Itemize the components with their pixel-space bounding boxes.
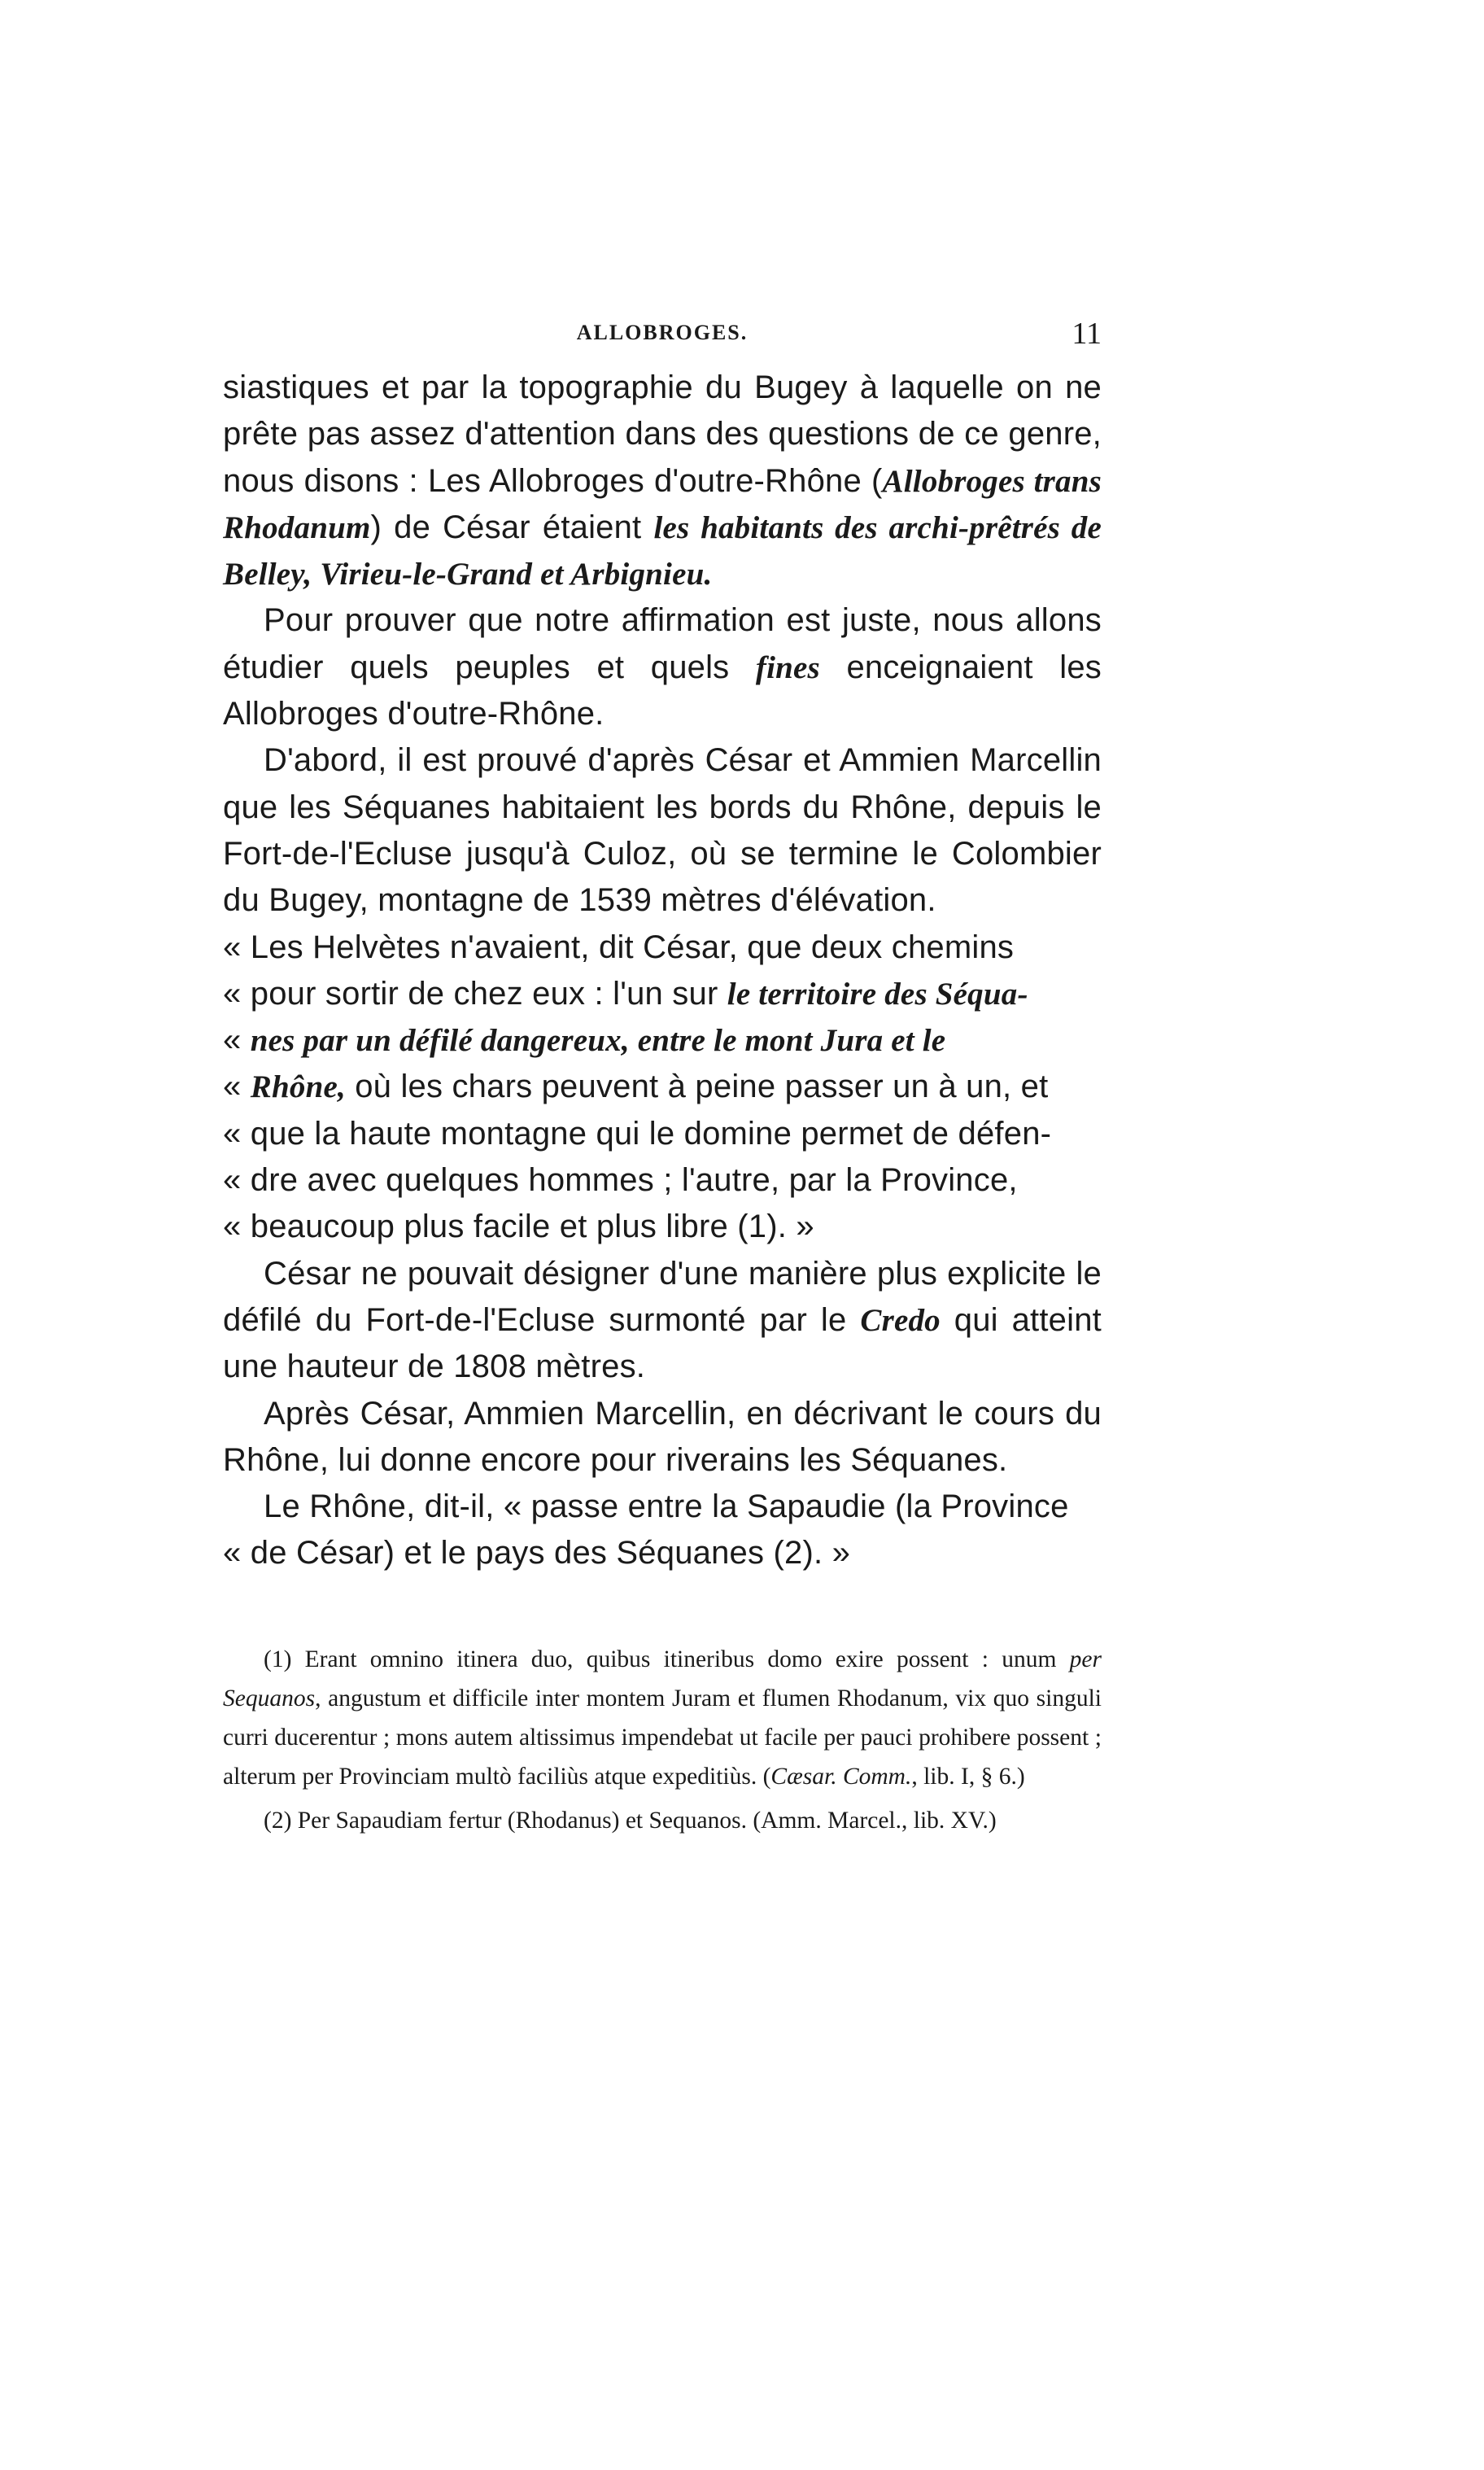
quote-line-7: « beaucoup plus facile et plus libre (1). » bbox=[223, 1209, 814, 1245]
quote-line-4 bbox=[223, 1064, 1102, 1110]
quote-line-3 bbox=[223, 1017, 1102, 1064]
quote-line-1: « Les Helvètes n'avaient, dit César, que deux chemins bbox=[223, 929, 1015, 965]
paragraph-2-text-a: Pour prouver que notre affirmation est juste, nous allons étudier quels peuples et quels bbox=[223, 602, 1102, 685]
running-head bbox=[223, 317, 1102, 353]
footnote-1-text-a: (1) Erant omnino itinera duo, quibus itineribus domo exire possent : unum bbox=[264, 1646, 1070, 1672]
paragraph-4 bbox=[223, 1251, 1102, 1391]
quote-line-3-text: « bbox=[223, 1022, 251, 1059]
paragraph-1-text-b: ) de César étaient bbox=[370, 509, 654, 545]
paragraph-3: D'abord, il est prouvé d'après César et Ammien Marcellin que les Séquanes habitaient les bords du Rhône, depuis le Fort-de-l'Ecluse jusqu'à Culoz, où se termine le Colombier du Bugey, montagne de 1539 mètres d'élévation. bbox=[223, 742, 1102, 919]
quote-line-5: « que la haute montagne qui le domine permet de défen- bbox=[223, 1115, 1052, 1152]
paragraph-4-italic: Credo bbox=[860, 1302, 941, 1338]
caesar-quote bbox=[223, 925, 1102, 1251]
footnote-1-text-b: , angustum et difficile inter montem Juram et flumen Rhodanum, vix quo singuli curri ducerentur ; mons autem altissimus impendebat ut facile per pauci prohibere possent ; alterum per Provinciam multò faciliùs atque expeditiùs. ( bbox=[223, 1685, 1102, 1790]
page-number: 11 bbox=[1072, 317, 1102, 351]
paragraph-6-line-2: « de César) et le pays des Séquanes (2). » bbox=[223, 1535, 851, 1572]
quote-line-3-italic: nes par un défilé dangereux, entre le mont Jura et le bbox=[250, 1023, 946, 1059]
quote-line-2-italic: le territoire des Séqua- bbox=[727, 976, 1028, 1012]
footnote-1-italic-b: Cæsar. Comm. bbox=[770, 1764, 912, 1790]
paragraph-1-text-a: siastiques et par la topographie du Bugey à laquelle on ne prête pas assez d'attention dans des questions de ce genre, nous disons : Les Allobroges d'outre-Rhône ( bbox=[223, 369, 1102, 499]
main-text bbox=[223, 365, 1102, 1577]
quote-line-6: « dre avec quelques hommes ; l'autre, par la Province, bbox=[223, 1162, 1018, 1199]
footnote-1-text-c: , lib. I, § 6.) bbox=[911, 1764, 1025, 1790]
quote-line-4-text-b: où les chars peuvent à peine passer un à un, et bbox=[345, 1069, 1049, 1105]
footnote-2: (2) Per Sapaudiam fertur (Rhodanus) et Sequanos. (Amm. Marcel., lib. XV.) bbox=[264, 1808, 997, 1834]
footnotes bbox=[223, 1640, 1102, 1840]
paragraph-1 bbox=[223, 365, 1102, 597]
paragraph-1-italic-b: les habitants des archi-prêtrés de Belley, Virieu-le-Grand et Arbignieu. bbox=[223, 509, 1102, 592]
quote-line-4-text-a: « bbox=[223, 1069, 251, 1105]
quote-line-2-text: « pour sortir de chez eux : l'un sur bbox=[223, 975, 727, 1012]
paragraph-4-text-b: qui atteint une hauteur de 1808 mètres. bbox=[223, 1301, 1102, 1385]
footnote-1 bbox=[223, 1640, 1102, 1796]
quote-line-2 bbox=[223, 971, 1102, 1017]
paragraph-2-text-b: enceignaient les Allobroges d'outre-Rhône. bbox=[223, 649, 1102, 732]
quote-line-4-italic: Rhône, bbox=[250, 1069, 346, 1105]
footnote-1-italic-a: per Sequanos bbox=[223, 1646, 1102, 1712]
paragraph-4-text-a: César ne pouvait désigner d'une manière plus explicite le défilé du Fort-de-l'Ecluse surmonté par le bbox=[223, 1255, 1102, 1338]
paragraph-6-line-1: Le Rhône, dit-il, « passe entre la Sapaudie (la Province bbox=[264, 1489, 1069, 1525]
paragraph-1-italic-a: Allobroges trans Rhodanum bbox=[223, 463, 1102, 545]
paragraph-5: Après César, Ammien Marcellin, en décrivant le cours du Rhône, lui donne encore pour riverains les Séquanes. bbox=[223, 1395, 1102, 1478]
running-title: ALLOBROGES. bbox=[576, 321, 749, 344]
paragraph-2 bbox=[223, 597, 1102, 737]
paragraph-2-italic-a: fines bbox=[755, 649, 820, 685]
